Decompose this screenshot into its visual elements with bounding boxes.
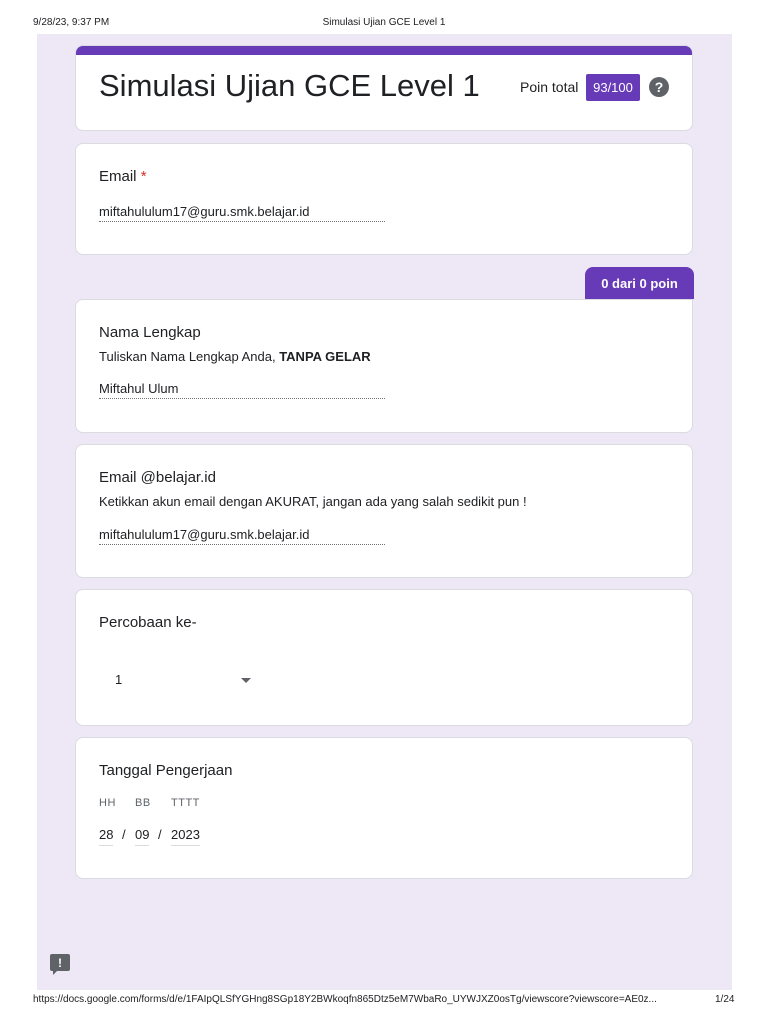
print-header (0, 0, 768, 34)
print-footer (0, 994, 768, 1024)
day-field[interactable]: 28 (99, 827, 113, 846)
name-description-bold: TANPA GELAR (279, 349, 371, 364)
form-title: Simulasi Ujian GCE Level 1 (99, 68, 480, 103)
month-field[interactable]: 09 (135, 827, 149, 846)
attempt-question-title: Percobaan ke- (99, 614, 197, 631)
header-accent-bar (76, 46, 692, 55)
name-question-description (99, 349, 371, 364)
print-url: https://docs.google.com/forms/d/e/1FAIpQLSfYGHng8SGp18Y2BWkoqfn865Dtz5eM7WbaRo_UYWJXZ0osTg/viewscore?viewscore=AE0z... (33, 994, 657, 1005)
attempt-dropdown[interactable] (99, 664, 259, 694)
year-field-label: TTTT (171, 797, 200, 809)
belajar-email-answer: miftahululum17@guru.smk.belajar.id (99, 527, 385, 545)
belajar-email-question-title: Email @belajar.id (99, 469, 216, 486)
feedback-icon[interactable]: ! (50, 954, 70, 971)
date-separator: / (158, 827, 162, 842)
email-question-title (99, 168, 147, 185)
attempt-question-card (75, 589, 693, 726)
email-label: Email (99, 168, 137, 185)
email-answer: miftahululum17@guru.smk.belajar.id (99, 204, 385, 222)
name-question-card (75, 299, 693, 433)
belajar-email-question-card (75, 444, 693, 578)
belajar-email-question-description: Ketikkan akun email dengan AKURAT, jangan ada yang salah sedikit pun ! (99, 494, 527, 509)
date-separator: / (122, 827, 126, 842)
name-description-text: Tuliskan Nama Lengkap Anda, (99, 349, 280, 364)
month-field-label: BB (135, 797, 151, 809)
year-field[interactable]: 2023 (171, 827, 200, 846)
attempt-selected-value: 1 (115, 672, 123, 687)
date-question-title: Tanggal Pengerjaan (99, 762, 233, 779)
total-points-badge: 93/100 (586, 74, 640, 101)
day-field-label: HH (99, 797, 116, 809)
name-answer: Miftahul Ulum (99, 381, 385, 399)
date-question-card (75, 737, 693, 879)
name-question-title: Nama Lengkap (99, 324, 201, 341)
print-datetime: 9/28/23, 9:37 PM (33, 17, 110, 28)
required-mark: * (140, 168, 147, 185)
email-question-card (75, 143, 693, 255)
print-doc-title: Simulasi Ujian GCE Level 1 (322, 17, 446, 28)
form-header-card (75, 45, 693, 131)
print-page-number: 1/24 (715, 994, 735, 1005)
help-icon[interactable]: ? (649, 77, 669, 97)
total-points-label: Poin total (520, 79, 579, 95)
section-points-badge: 0 dari 0 poin (585, 267, 694, 299)
dropdown-arrow-icon (241, 678, 251, 683)
